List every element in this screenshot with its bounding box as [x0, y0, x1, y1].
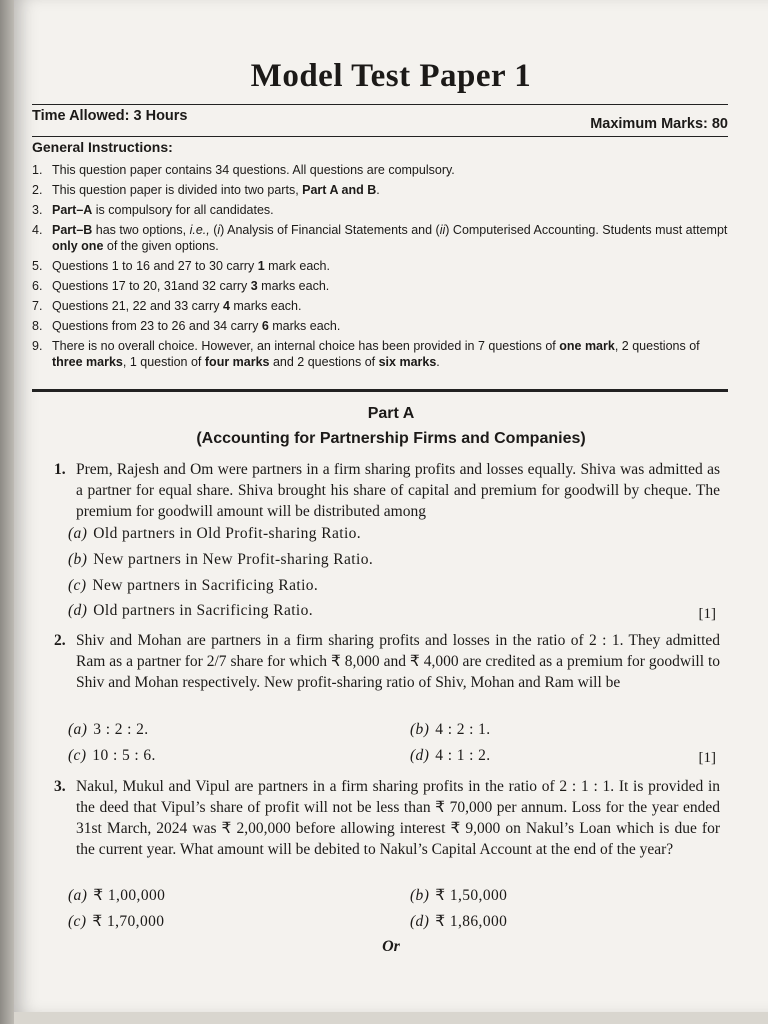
- option-text: ₹ 1,00,000: [93, 887, 166, 904]
- option-3c: [68, 912, 164, 931]
- instruction-text: Questions from 23 to 26 and 34 carry: [52, 319, 262, 333]
- instruction-text: marks each.: [257, 279, 330, 293]
- instruction-number: 4.: [32, 223, 43, 237]
- question-3: [54, 776, 720, 860]
- time-allowed: Time Allowed: 3 Hours: [32, 108, 188, 124]
- instruction-text: Part–B: [52, 223, 93, 237]
- instruction-item: [32, 298, 728, 314]
- instruction-text: Part A and B: [302, 183, 377, 197]
- option-text: Old partners in Old Profit-sharing Ratio.: [93, 525, 362, 542]
- option-label: (d): [410, 747, 430, 764]
- option-1c: [68, 577, 318, 595]
- instruction-text: (: [209, 223, 218, 237]
- instruction-text: has two options,: [92, 223, 190, 237]
- question-2: [54, 630, 720, 693]
- option-text: 3 : 2 : 2.: [93, 721, 149, 738]
- option-label: (d): [68, 602, 88, 619]
- instruction-text: i.e.,: [189, 223, 210, 237]
- book-spine-shadow: [0, 0, 14, 1024]
- general-instructions-heading: General Instructions:: [32, 139, 173, 155]
- option-text: New partners in New Profit-sharing Ratio.: [93, 551, 374, 568]
- instruction-number: 8.: [32, 319, 43, 333]
- option-label: (c): [68, 913, 87, 930]
- instruction-text: marks each.: [229, 299, 302, 313]
- question-1: [54, 459, 720, 522]
- option-text: 10 : 5 : 6.: [92, 747, 156, 764]
- page-title: Model Test Paper 1: [250, 58, 532, 94]
- question-number: 1.: [54, 461, 66, 478]
- instruction-number: 2.: [32, 183, 43, 197]
- instruction-text: three marks: [52, 355, 123, 369]
- instruction-item: [32, 338, 728, 370]
- option-2b: [410, 721, 491, 739]
- instruction-text: 6: [261, 319, 269, 333]
- question-text: Shiv and Mohan are partners in a firm sharing profits and losses in the ratio of 2 : 1. They admitted Ram as a partner for 2/7 share for which ₹ 8,000 and ₹ 4,000 are credited as a premium for goodwill to Shiv and Mohan respectively. New profit-sharing ratio of Shiv, Mohan and Ram will be: [76, 632, 720, 691]
- option-label: (c): [68, 747, 87, 764]
- option-text: Old partners in Sacrificing Ratio.: [93, 602, 314, 619]
- instruction-text: .: [436, 355, 440, 369]
- instruction-item: [32, 162, 728, 178]
- instruction-item: [32, 258, 728, 274]
- option-text: ₹ 1,50,000: [435, 887, 508, 904]
- maximum-marks: Maximum Marks: 80: [590, 116, 728, 132]
- instruction-number: 9.: [32, 339, 43, 353]
- option-label: (a): [68, 887, 88, 904]
- instructions-list: [32, 162, 728, 374]
- option-3a: [68, 886, 165, 905]
- option-label: (a): [68, 721, 88, 738]
- option-3d: [410, 912, 507, 931]
- option-text: New partners in Sacrificing Ratio.: [92, 577, 319, 594]
- instruction-text: six marks: [378, 355, 437, 369]
- instruction-text: Questions 17 to 20, 31and 32 carry: [52, 279, 251, 293]
- instruction-text: ii: [439, 223, 446, 237]
- option-1b: [68, 551, 373, 569]
- instruction-text: Part–A: [52, 203, 93, 217]
- option-1a: [68, 525, 361, 543]
- option-text: ₹ 1,86,000: [435, 913, 508, 930]
- option-label: (c): [68, 577, 87, 594]
- instruction-text: four marks: [204, 355, 270, 369]
- instruction-item: [32, 222, 728, 254]
- instruction-text: This question paper contains 34 questions. All questions are compulsory.: [52, 163, 455, 177]
- instruction-number: 6.: [32, 279, 43, 293]
- instruction-number: 7.: [32, 299, 43, 313]
- instruction-text: There is no overall choice. However, an internal choice has been provided in 7 questions of: [52, 339, 560, 353]
- instruction-text: marks each.: [268, 319, 341, 333]
- option-text: 4 : 2 : 1.: [435, 721, 491, 738]
- instruction-text: ) Analysis of Financial Statements and (: [220, 223, 440, 237]
- option-3b: [410, 886, 507, 905]
- instruction-text: , 1 question of: [122, 355, 205, 369]
- instruction-text: Questions 21, 22 and 33 carry: [52, 299, 223, 313]
- instruction-item: [32, 278, 728, 294]
- instruction-number: 5.: [32, 259, 43, 273]
- option-text: 4 : 1 : 2.: [435, 747, 491, 764]
- option-label: (d): [410, 913, 430, 930]
- option-label: (a): [68, 525, 88, 542]
- instruction-text: mark each.: [264, 259, 330, 273]
- part-a-subheading: (Accounting for Partnership Firms and Companies): [196, 430, 586, 447]
- instruction-item: [32, 202, 728, 218]
- option-label: (b): [410, 887, 430, 904]
- instruction-text: 3: [250, 279, 258, 293]
- option-1d: [68, 602, 313, 620]
- part-a-heading: Part A: [367, 405, 415, 422]
- instruction-item: [32, 318, 728, 334]
- instruction-text: , 2 questions of: [614, 339, 700, 353]
- marks-badge: [1]: [698, 606, 716, 622]
- or-divider: Or: [382, 938, 400, 955]
- option-2a: [68, 721, 149, 739]
- instruction-text: and 2 questions of: [269, 355, 379, 369]
- question-text: Nakul, Mukul and Vipul are partners in a firm sharing profits in the ratio of 2 : 1 : 1. It is provided in the deed that Vipul’s share of profit will not be less than ₹ 70,000 per annum. Loss for the year ended 31st March, 2024 was ₹ 2,00,000 before allowing interest ₹ 9,000 on Nakul’s Loan which is due for the current year. What amount will be debited to Nakul’s Capital Account at the end of the year?: [76, 778, 720, 858]
- marks-badge: [1]: [698, 750, 716, 766]
- page: [14, 0, 768, 1012]
- instruction-text: one mark: [559, 339, 615, 353]
- option-text: ₹ 1,70,000: [92, 913, 165, 930]
- option-label: (b): [68, 551, 88, 568]
- option-label: (b): [410, 721, 430, 738]
- instruction-text: 1: [257, 259, 265, 273]
- instruction-text: only one: [52, 239, 104, 253]
- question-number: 2.: [54, 632, 66, 649]
- instruction-text: i: [217, 223, 221, 237]
- question-text: Prem, Rajesh and Om were partners in a firm sharing profits and losses equally. Shiva was admitted as a partner for equal share. Shiva brought his share of capital and premium for goodwill by cheque. The premium for goodwill amount will be distributed among: [76, 461, 720, 520]
- option-2d: [410, 747, 491, 765]
- instructions-rule: [32, 389, 728, 392]
- instruction-text: This question paper is divided into two parts,: [52, 183, 303, 197]
- instruction-text: of the given options.: [103, 239, 219, 253]
- instruction-number: 1.: [32, 163, 43, 177]
- title-rule: [32, 104, 728, 105]
- instruction-text: 4: [222, 299, 230, 313]
- instruction-text: is compulsory for all candidates.: [92, 203, 274, 217]
- question-number: 3.: [54, 778, 66, 795]
- instruction-text: ) Computerised Accounting. Students must attempt: [445, 223, 728, 237]
- instruction-item: [32, 182, 728, 198]
- instruction-text: Questions 1 to 16 and 27 to 30 carry: [52, 259, 258, 273]
- instruction-number: 3.: [32, 203, 43, 217]
- instruction-text: .: [376, 183, 380, 197]
- option-2c: [68, 747, 156, 765]
- header-rule: [32, 136, 728, 137]
